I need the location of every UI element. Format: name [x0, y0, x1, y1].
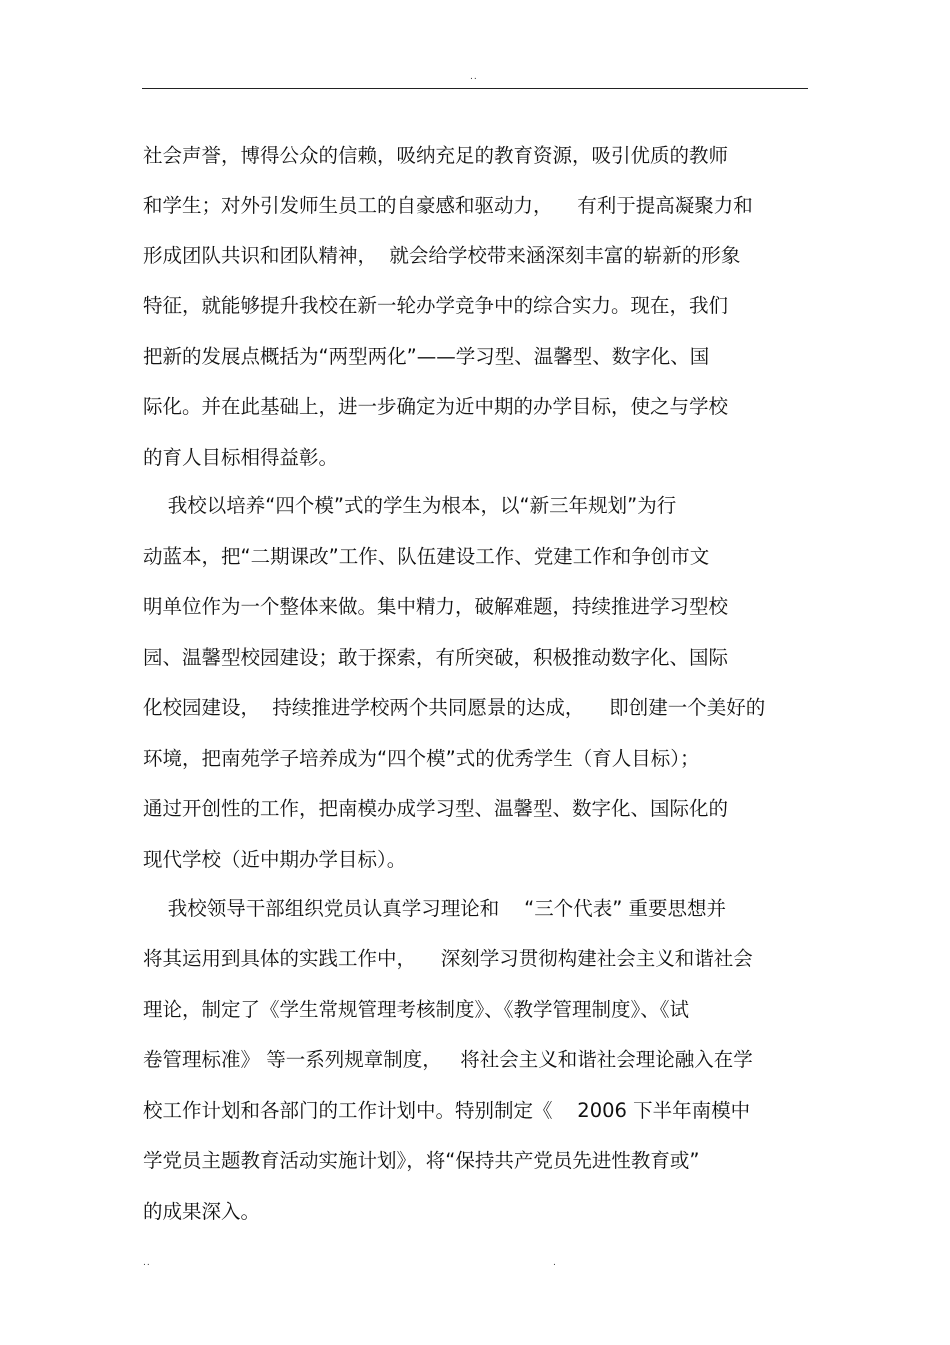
- text-line: 社会声誉，博得公众的信赖，吸纳充足的教育资源，吸引优质的教师: [143, 144, 729, 167]
- text-line: 形成团队共识和团队精神， 就会给学校带来涵深刻丰富的崭新的形象: [143, 244, 741, 267]
- text-line: 校工作计划和各部门的工作计划中。特别制定《 2006 下半年南模中: [143, 1099, 751, 1122]
- text-line: 特征，就能够提升我校在新一轮办学竞争中的综合实力。现在，我们: [143, 294, 729, 317]
- text-line: 我校以培养“四个模”式的学生为根本，以“新三年规划”为行: [143, 494, 677, 517]
- header-mark: ..: [470, 72, 478, 82]
- text-line: 和学生；对外引发师生员工的自豪感和驱动力， 有利于提高凝聚力和: [143, 194, 753, 217]
- text-line: 通过开创性的工作，把南模办成学习型、温馨型、数字化、国际化的: [143, 797, 729, 820]
- text-line: 的育人目标相得益彰。: [143, 446, 339, 469]
- text-line: 现代学校（近中期办学目标）。: [143, 848, 407, 871]
- text-line: 学党员主题教育活动实施计划》，将“保持共产党员先进性教育或”: [143, 1149, 700, 1172]
- text-line: 理论，制定了《学生常规管理考核制度》、《教学管理制度》、《试: [143, 998, 690, 1021]
- footer-mark-right: .: [553, 1258, 556, 1268]
- text-line: 我校领导干部组织党员认真学习理论和 “三个代表” 重要思想并: [143, 897, 726, 920]
- text-line: 化校园建设， 持续推进学校两个共同愿景的达成， 即创建一个美好的: [143, 696, 766, 719]
- footer-mark-left: ..: [143, 1258, 151, 1268]
- text-line: 动蓝本，把“二期课改”工作、队伍建设工作、党建工作和争创市文: [143, 545, 710, 568]
- text-line: 环境，把南苑学子培养成为“四个模”式的优秀学生（育人目标）；: [143, 747, 700, 770]
- text-line: 明单位作为一个整体来做。集中精力，破解难题，持续推进学习型校: [143, 595, 729, 618]
- text-line: 际化。并在此基础上，进一步确定为近中期的办学目标，使之与学校: [143, 395, 729, 418]
- text-line: 卷管理标准》 等一系列规章制度， 将社会主义和谐社会理论融入在学: [143, 1048, 753, 1071]
- text-line: 园、温馨型校园建设；敢于探索，有所突破，积极推动数字化、国际: [143, 646, 729, 669]
- text-line: 的成果深入。: [143, 1200, 261, 1223]
- text-line: 将其运用到具体的实践工作中， 深刻学习贯彻构建社会主义和谐社会: [143, 947, 753, 970]
- text-line: 把新的发展点概括为“两型两化”——学习型、温馨型、数字化、国: [143, 345, 710, 368]
- header-rule: [142, 88, 808, 89]
